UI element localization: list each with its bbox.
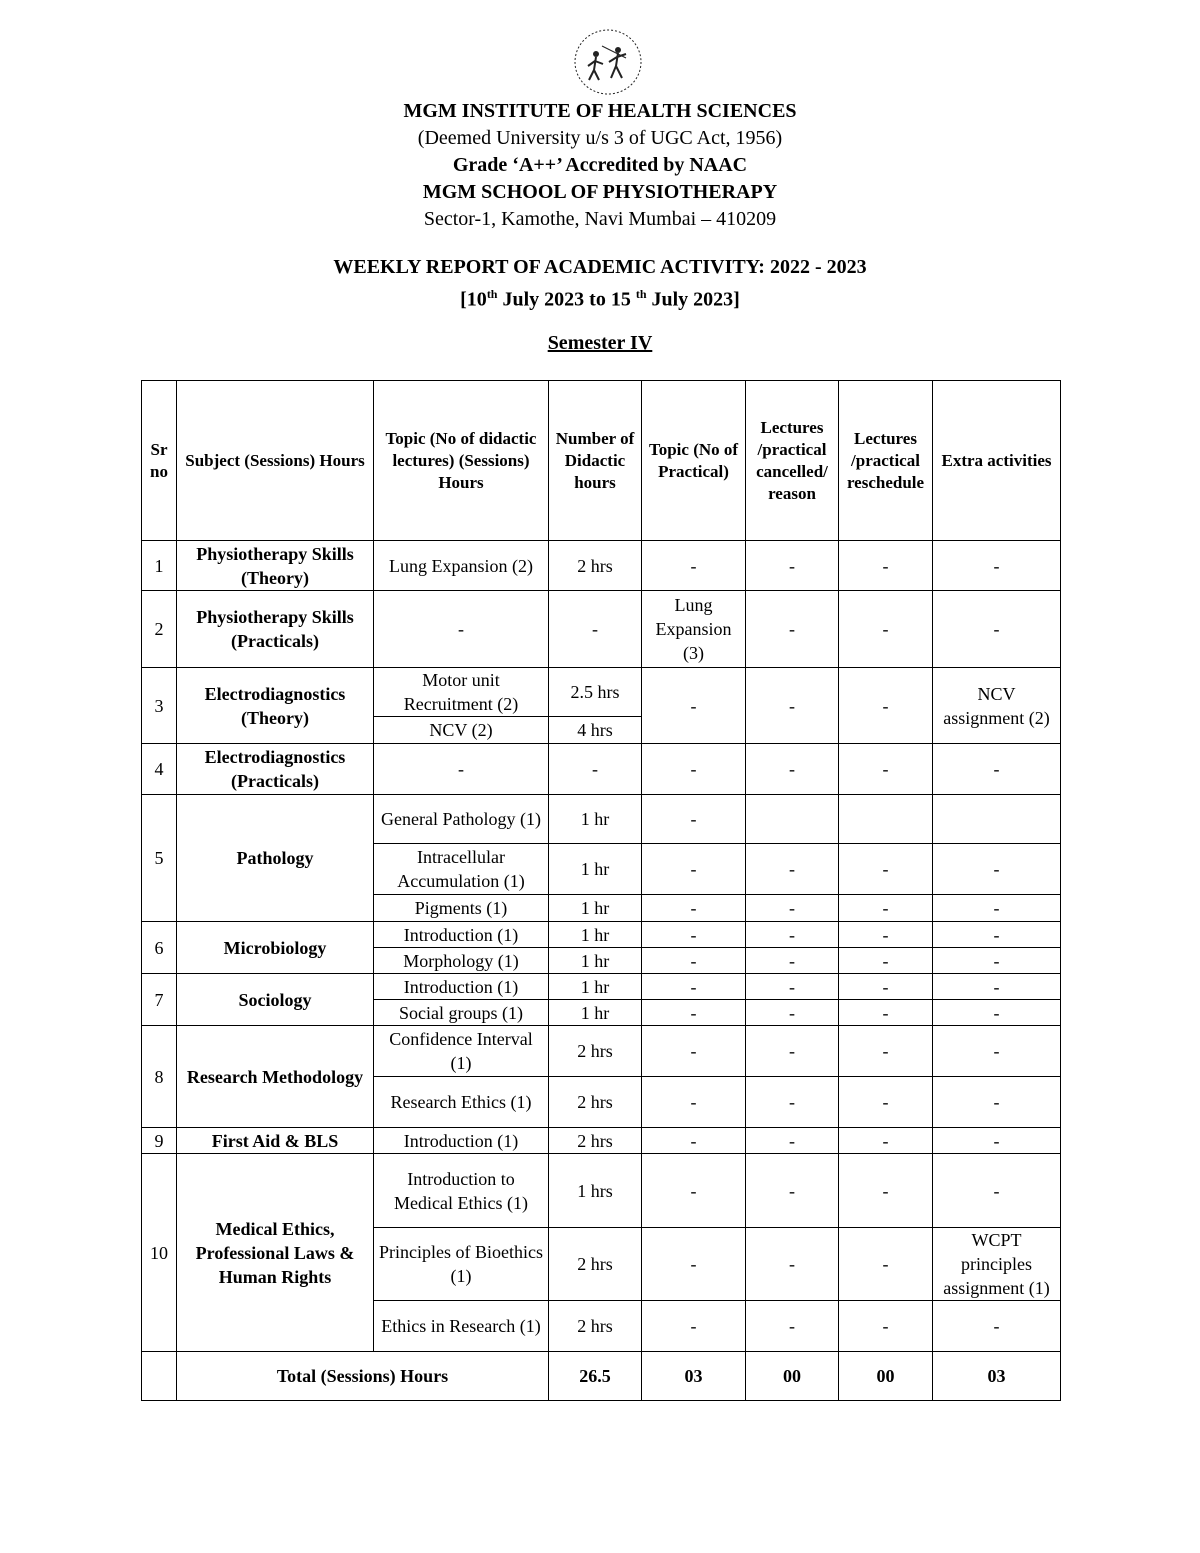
hours-cell: 2 hrs <box>549 1228 642 1301</box>
practical-cell: - <box>642 974 746 1000</box>
total-practical: 03 <box>642 1352 746 1401</box>
extra-cell: - <box>933 922 1061 948</box>
extra-cell: - <box>933 895 1061 922</box>
reschedule-cell: - <box>839 591 933 668</box>
extra-cell: - <box>933 541 1061 591</box>
sr-cell: 6 <box>142 922 177 974</box>
cancelled-cell: - <box>746 1228 839 1301</box>
header-sr: Sr no <box>142 381 177 541</box>
topic-cell: Social groups (1) <box>374 1000 549 1026</box>
reschedule-cell: - <box>839 668 933 744</box>
table-header-row <box>142 381 1061 541</box>
subject-cell: Microbiology <box>177 922 374 974</box>
topic-cell: - <box>374 591 549 668</box>
hours-cell: 2 hrs <box>549 1077 642 1128</box>
hours-cell: 4 hrs <box>549 717 642 744</box>
extra-cell: - <box>933 591 1061 668</box>
practical-cell: - <box>642 1077 746 1128</box>
address-line: Sector-1, Kamothe, Navi Mumbai – 410209 <box>423 208 777 230</box>
sr-cell: 4 <box>142 744 177 795</box>
reschedule-cell: - <box>839 895 933 922</box>
cancelled-cell: - <box>746 541 839 591</box>
practical-cell: - <box>642 795 746 844</box>
reschedule-cell: - <box>839 744 933 795</box>
topic-cell: Lung Expansion (2) <box>374 541 549 591</box>
cancelled-cell: - <box>746 1000 839 1026</box>
extra-cell: - <box>933 1301 1061 1352</box>
practical-cell: - <box>642 1301 746 1352</box>
cancelled-cell: - <box>746 844 839 895</box>
reschedule-cell: - <box>839 1026 933 1077</box>
cancelled-cell: - <box>746 922 839 948</box>
range-sup-start: th <box>486 287 498 301</box>
topic-cell: Introduction (1) <box>374 922 549 948</box>
hours-cell: 1 hr <box>549 948 642 974</box>
topic-cell: - <box>374 744 549 795</box>
header-topic-didactic: Topic (No of didactic lectures) (Sessions) Hours <box>374 381 549 541</box>
report-heading <box>0 254 1200 314</box>
hours-cell: 1 hr <box>549 1000 642 1026</box>
hours-cell: 2 hrs <box>549 1301 642 1352</box>
header-subject: Subject (Sessions) Hours <box>177 381 374 541</box>
reschedule-cell: - <box>839 1154 933 1228</box>
table-row <box>142 974 1061 1000</box>
cancelled-cell: - <box>746 744 839 795</box>
institute-name: MGM INSTITUTE OF HEALTH SCIENCES <box>403 100 797 122</box>
table-row <box>142 795 1061 844</box>
range-sup-end: th <box>635 287 647 301</box>
table-row <box>142 744 1061 795</box>
topic-cell: Morphology (1) <box>374 948 549 974</box>
hours-cell: 1 hr <box>549 974 642 1000</box>
extra-cell: - <box>933 844 1061 895</box>
document-header <box>0 98 1200 233</box>
cancelled-cell: - <box>746 895 839 922</box>
table-row <box>142 1026 1061 1077</box>
total-sr-cell <box>142 1352 177 1401</box>
reschedule-cell: - <box>839 974 933 1000</box>
practical-cell: - <box>642 1026 746 1077</box>
hours-cell: - <box>549 591 642 668</box>
reschedule-cell: - <box>839 1301 933 1352</box>
subject-cell: Physiotherapy Skills (Theory) <box>177 541 374 591</box>
sr-cell: 2 <box>142 591 177 668</box>
total-didactic: 26.5 <box>549 1352 642 1401</box>
practical-cell: - <box>642 844 746 895</box>
hours-cell: 1 hrs <box>549 1154 642 1228</box>
cancelled-cell: - <box>746 591 839 668</box>
extra-cell: - <box>933 948 1061 974</box>
subject-cell: Medical Ethics, Professional Laws & Human Rights <box>177 1154 374 1352</box>
sr-cell: 3 <box>142 668 177 744</box>
topic-cell: NCV (2) <box>374 717 549 744</box>
hours-cell: 2.5 hrs <box>549 668 642 717</box>
topic-cell: Confidence Interval (1) <box>374 1026 549 1077</box>
cancelled-cell: - <box>746 1128 839 1154</box>
hours-cell: 1 hr <box>549 795 642 844</box>
extra-cell: - <box>933 1000 1061 1026</box>
extra-cell: - <box>933 1154 1061 1228</box>
topic-cell: Motor unit Recruitment (2) <box>374 668 549 717</box>
extra-cell: NCV assignment (2) <box>933 668 1061 744</box>
subject-cell: Physiotherapy Skills (Practicals) <box>177 591 374 668</box>
extra-cell: - <box>933 1077 1061 1128</box>
practical-cell: Lung Expansion (3) <box>642 591 746 668</box>
extra-cell: - <box>933 1128 1061 1154</box>
reschedule-cell: - <box>839 844 933 895</box>
cancelled-cell: - <box>746 1154 839 1228</box>
sr-cell: 1 <box>142 541 177 591</box>
header-didactic-hours: Number of Didactic hours <box>549 381 642 541</box>
cancelled-cell: - <box>746 1026 839 1077</box>
practical-cell: - <box>642 744 746 795</box>
subject-cell: Pathology <box>177 795 374 922</box>
sr-cell: 9 <box>142 1128 177 1154</box>
extra-cell: - <box>933 1026 1061 1077</box>
reschedule-cell: - <box>839 541 933 591</box>
subject-cell: Sociology <box>177 974 374 1026</box>
cancelled-cell: - <box>746 948 839 974</box>
range-open: [10 <box>460 288 487 311</box>
table-row <box>142 541 1061 591</box>
reschedule-cell: - <box>839 948 933 974</box>
sr-cell: 10 <box>142 1154 177 1352</box>
practical-cell: - <box>642 668 746 744</box>
cancelled-cell: - <box>746 668 839 744</box>
weekly-report-table <box>141 380 1061 1401</box>
cancelled-cell: - <box>746 974 839 1000</box>
extra-cell <box>933 795 1061 844</box>
hours-cell: 2 hrs <box>549 541 642 591</box>
range-close: July 2023] <box>646 288 740 311</box>
hours-cell: 2 hrs <box>549 1128 642 1154</box>
semester-title: Semester IV <box>547 332 653 354</box>
table-row <box>142 591 1061 668</box>
report-title: WEEKLY REPORT OF ACADEMIC ACTIVITY: 2022 - 2023 <box>333 256 867 278</box>
table-row <box>142 922 1061 948</box>
range-mid: July 2023 to 15 <box>497 288 636 311</box>
hours-cell: 1 hr <box>549 895 642 922</box>
cancelled-cell: - <box>746 1301 839 1352</box>
topic-cell: Principles of Bioethics (1) <box>374 1228 549 1301</box>
total-reschedule: 00 <box>839 1352 933 1401</box>
total-extra: 03 <box>933 1352 1061 1401</box>
reschedule-cell: - <box>839 1228 933 1301</box>
extra-cell: WCPT principles assignment (1) <box>933 1228 1061 1301</box>
topic-cell: General Pathology (1) <box>374 795 549 844</box>
topic-cell: Ethics in Research (1) <box>374 1301 549 1352</box>
table-row <box>142 1128 1061 1154</box>
practical-cell: - <box>642 1128 746 1154</box>
subject-cell: First Aid & BLS <box>177 1128 374 1154</box>
hours-cell: - <box>549 744 642 795</box>
header-topic-practical: Topic (No of Practical) <box>642 381 746 541</box>
deemed-university-line: (Deemed University u/s 3 of UGC Act, 1956) <box>417 127 783 149</box>
total-cancelled: 00 <box>746 1352 839 1401</box>
sr-cell: 7 <box>142 974 177 1026</box>
accreditation-line: Grade ‘A++’ Accredited by NAAC <box>452 154 748 176</box>
reschedule-cell <box>839 795 933 844</box>
reschedule-cell: - <box>839 1077 933 1128</box>
practical-cell: - <box>642 1154 746 1228</box>
header-reschedule: Lectures /practical reschedule <box>839 381 933 541</box>
school-name: MGM SCHOOL OF PHYSIOTHERAPY <box>422 181 778 203</box>
cancelled-cell: - <box>746 1077 839 1128</box>
reschedule-cell: - <box>839 922 933 948</box>
table-row <box>142 1154 1061 1228</box>
institute-logo <box>572 28 644 96</box>
hours-cell: 2 hrs <box>549 1026 642 1077</box>
practical-cell: - <box>642 541 746 591</box>
hours-cell: 1 hr <box>549 922 642 948</box>
topic-cell: Introduction (1) <box>374 1128 549 1154</box>
topic-cell: Pigments (1) <box>374 895 549 922</box>
sr-cell: 5 <box>142 795 177 922</box>
subject-cell: Electrodiagnostics (Theory) <box>177 668 374 744</box>
header-extra: Extra activities <box>933 381 1061 541</box>
total-label: Total (Sessions) Hours <box>177 1352 549 1401</box>
topic-cell: Introduction to Medical Ethics (1) <box>374 1154 549 1228</box>
header-cancelled: Lectures /practical cancelled/ reason <box>746 381 839 541</box>
topic-cell: Research Ethics (1) <box>374 1077 549 1128</box>
subject-cell: Electrodiagnostics (Practicals) <box>177 744 374 795</box>
topic-cell: Intracellular Accumulation (1) <box>374 844 549 895</box>
reschedule-cell: - <box>839 1128 933 1154</box>
practical-cell: - <box>642 1228 746 1301</box>
reschedule-cell: - <box>839 1000 933 1026</box>
topic-cell: Introduction (1) <box>374 974 549 1000</box>
report-date-range <box>0 281 1200 314</box>
sr-cell: 8 <box>142 1026 177 1128</box>
total-row <box>142 1352 1061 1401</box>
subject-cell: Research Methodology <box>177 1026 374 1128</box>
extra-cell: - <box>933 744 1061 795</box>
hours-cell: 1 hr <box>549 844 642 895</box>
practical-cell: - <box>642 948 746 974</box>
practical-cell: - <box>642 895 746 922</box>
practical-cell: - <box>642 1000 746 1026</box>
table-row <box>142 668 1061 717</box>
extra-cell: - <box>933 974 1061 1000</box>
cancelled-cell <box>746 795 839 844</box>
practical-cell: - <box>642 922 746 948</box>
